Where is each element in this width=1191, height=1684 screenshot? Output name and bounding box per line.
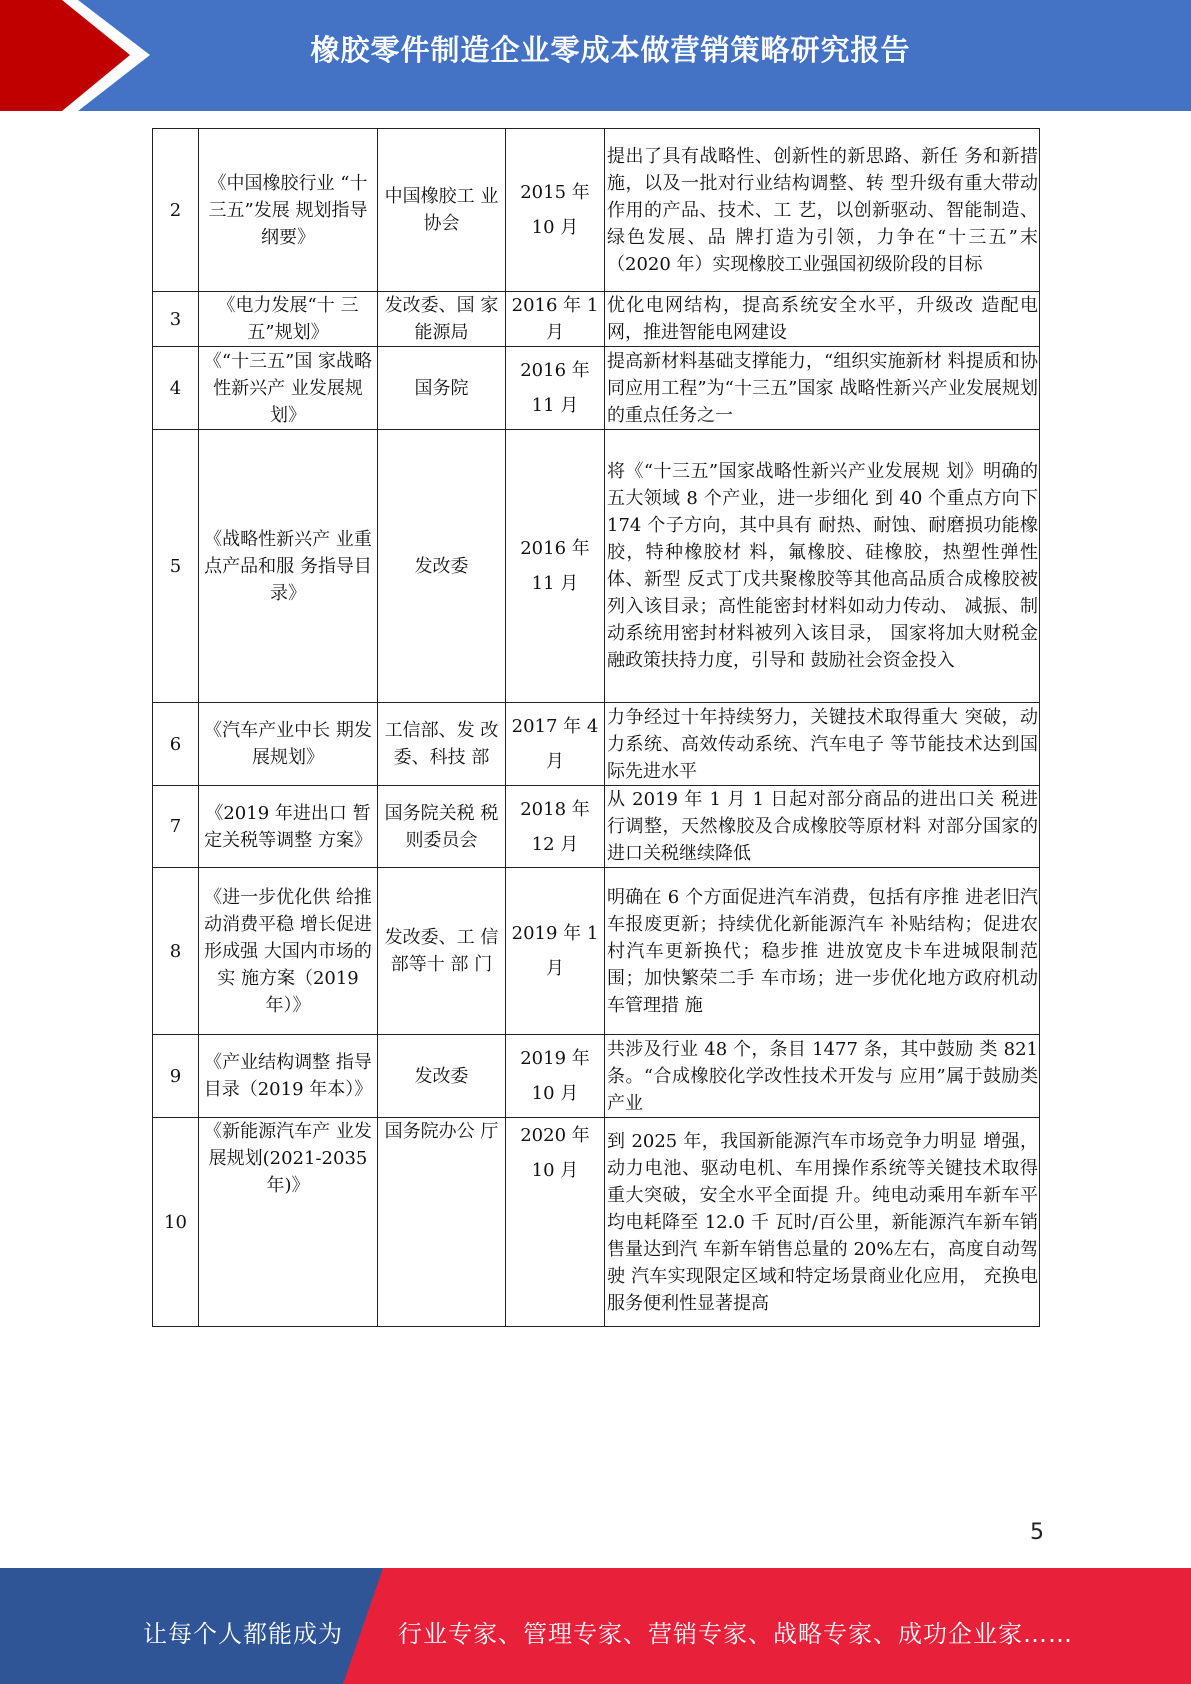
- policy-content: 优化电网结构，提高系统安全水平，升级改 造配电网，推进智能电网建设: [605, 292, 1040, 347]
- issuing-body: 国务院关税 税则委员会: [378, 786, 506, 868]
- issuing-body: 发改委、工 信部等十 部 门: [378, 868, 506, 1035]
- table-row: [153, 1118, 1040, 1327]
- policy-name: 《汽车产业中长 期发展规划》: [199, 703, 378, 786]
- header-banner: [0, 0, 1191, 111]
- issue-date: 2016 年 11 月: [506, 430, 605, 703]
- issue-date: 2016 年 1 月: [506, 292, 605, 347]
- policy-content: 将《“十三五”国家战略性新兴产业发展规 划》明确的五大领域 8 个产业，进一步细化 到 40 个重点方向下 174 个子方向，其中具有 耐热、耐蚀、耐磨损功能橡胶，特种橡胶材 料，氟橡胶、硅橡胶，热塑性弹性体、新型 反式丁戊共聚橡胶等其他高品质合成橡胶被 列入该目录；高性能密封材料如动力传动、 减振、制动系统用密封材料被列入该目录， 国家将加大财税金融政策扶持力度，引导和 鼓励社会资金投入: [605, 430, 1040, 703]
- table-row: [153, 1035, 1040, 1118]
- table-row: [153, 347, 1040, 430]
- policy-content: 力争经过十年持续努力，关键技术取得重大 突破，动力系统、高效传动系统、汽车电子 等节能技术达到国际先进水平: [605, 703, 1040, 786]
- policy-name: 《中国橡胶行业 “十三五”发展 规划指导纲要》: [199, 129, 378, 292]
- issuing-body: 中国橡胶工 业协会: [378, 129, 506, 292]
- policy-content: 提高新材料基础支撑能力，“组织实施新材 料提质和协同应用工程”为“十三五”国家 战略性新兴产业发展规划的重点任务之一: [605, 347, 1040, 430]
- row-number: 9: [153, 1035, 199, 1118]
- policy-name: 《电力发展“十 三五”规划》: [199, 292, 378, 347]
- policy-content: 共涉及行业 48 个，条目 1477 条，其中鼓励 类 821 条。“合成橡胶化学改性技术开发与 应用”属于鼓励类产业: [605, 1035, 1040, 1118]
- row-number: 5: [153, 430, 199, 703]
- issuing-body: 发改委: [378, 430, 506, 703]
- policy-content: 从 2019 年 1 月 1 日起对部分商品的进出口关 税进行调整，天然橡胶及合成橡胶等原材料 对部分国家的进口关税继续降低: [605, 786, 1040, 868]
- report-title: 橡胶零件制造企业零成本做营销策略研究报告: [310, 33, 911, 67]
- issuing-body: 国务院办公 厅: [378, 1118, 506, 1327]
- issuing-body: 发改委、国 家能源局: [378, 292, 506, 347]
- row-number: 7: [153, 786, 199, 868]
- table-row: [153, 292, 1040, 347]
- policy-name: 《2019 年进出口 暂定关税等调整 方案》: [199, 786, 378, 868]
- policy-name: 《新能源汽车产 业发展规划(2021-2035 年)》: [199, 1118, 378, 1327]
- footer-slogan-right: 行业专家、管理专家、营销专家、战略专家、成功企业家……: [398, 1620, 1073, 1648]
- table-row: [153, 703, 1040, 786]
- policy-content: 明确在 6 个方面促进汽车消费，包括有序推 进老旧汽车报废更新；持续优化新能源汽车 补贴结构；促进农村汽车更新换代；稳步推 进放宽皮卡车进城限制范围；加快繁荣二手 车市场；进一步优化地方政府机动车管理措 施: [605, 868, 1040, 1035]
- policy-name: 《产业结构调整 指导目录（2019 年本）》: [199, 1035, 378, 1118]
- page-number: 5: [1030, 1520, 1044, 1545]
- row-number: 6: [153, 703, 199, 786]
- row-number: 10: [153, 1118, 199, 1327]
- policy-name: 《进一步优化供 给推动消费平稳 增长促进形成强 大国内市场的实 施方案（2019 年）》: [199, 868, 378, 1035]
- table-row: [153, 129, 1040, 292]
- issue-date: 2018 年 12 月: [506, 786, 605, 868]
- row-number: 4: [153, 347, 199, 430]
- issue-date: 2020 年 10 月: [506, 1118, 605, 1327]
- policy-name: 《战略性新兴产 业重点产品和服 务指导目录》: [199, 430, 378, 703]
- row-number: 2: [153, 129, 199, 292]
- issuing-body: 国务院: [378, 347, 506, 430]
- table-row: [153, 786, 1040, 868]
- policy-name: 《“十三五”国 家战略性新兴产 业发展规划》: [199, 347, 378, 430]
- issuing-body: 发改委: [378, 1035, 506, 1118]
- row-number: 8: [153, 868, 199, 1035]
- issue-date: 2015 年 10 月: [506, 129, 605, 292]
- policy-table: [152, 128, 1040, 1327]
- issue-date: 2017 年 4 月: [506, 703, 605, 786]
- table-row: [153, 430, 1040, 703]
- table-row: [153, 868, 1040, 1035]
- policy-content: 提出了具有战略性、创新性的新思路、新任 务和新措施，以及一批对行业结构调整、转 型升级有重大带动作用的产品、技术、工 艺，以创新驱动、智能制造、绿色发展、品 牌打造为引领，力争在“十三五”末（2020 年）实现橡胶工业强国初级阶段的目标: [605, 129, 1040, 292]
- issuing-body: 工信部、发 改委、科技 部: [378, 703, 506, 786]
- issue-date: 2019 年 1 月: [506, 868, 605, 1035]
- row-number: 3: [153, 292, 199, 347]
- footer-banner: [0, 1568, 1191, 1684]
- issue-date: 2016 年 11 月: [506, 347, 605, 430]
- policy-content: 到 2025 年，我国新能源汽车市场竞争力明显 增强，动力电池、驱动电机、车用操作系统等关键技术取得重大突破，安全水平全面提 升。纯电动乘用车新车平均电耗降至 12.0 千 瓦时/百公里，新能源汽车新车销售量达到汽 车新车销售总量的 20%左右，高度自动驾驶 汽车实现限定区域和特定场景商业化应用， 充换电服务便利性显著提高: [605, 1118, 1040, 1327]
- issue-date: 2019 年 10 月: [506, 1035, 605, 1118]
- footer-slogan-left: 让每个人都能成为: [143, 1620, 343, 1648]
